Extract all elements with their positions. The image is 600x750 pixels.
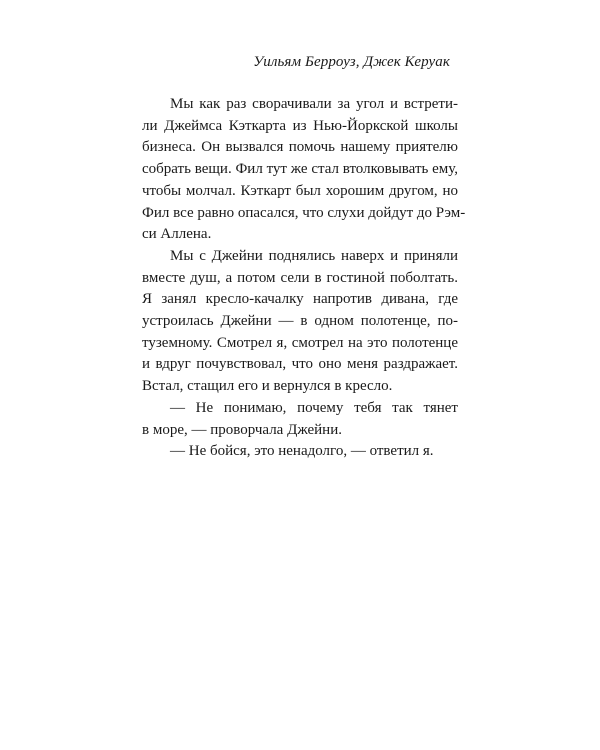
text-line: собрать вещи. Фил тут же стал втолковывать ему, [142,161,458,178]
text-line: Я занял кресло-качалку напротив дивана, где [142,291,458,308]
body-text [142,94,466,463]
text-line: — Не понимаю, почему тебя так тянет [170,399,458,416]
text-line: Мы как раз сворачивали за угол и встрети- [170,96,458,112]
text-line: устроилась Джейни — в одном полотенце, по- [142,313,458,330]
text-line: в море, — проворчала Джейни. [142,421,342,438]
text-line: и вдруг почувствовал, что оно меня раздражает. [142,356,458,373]
text-line: Фил все равно опасался, что слухи дойдут до Рэм- [142,204,466,221]
running-header: Уильям Берроуз, Джек Керуак [253,54,450,70]
text-line: ли Джеймса Кэткарта из Нью-Йоркской школы [142,117,458,134]
text-line: туземному. Смотрел я, смотрел на это полотенце [142,334,458,351]
paragraph-4 [142,441,458,463]
paragraph-1 [142,94,466,246]
text-line: си Аллена. [142,226,212,243]
text-line: бизнеса. Он вызвался помочь нашему приятелю [142,139,458,156]
paragraph-2 [142,246,458,398]
text-line: Встал, стащил его и вернулся в кресло. [142,378,393,395]
paragraph-3 [142,398,458,441]
text-line: чтобы молчал. Кэткарт был хорошим другом, но [142,182,458,199]
text-line: — Не бойся, это ненадолго, — ответил я. [170,443,434,460]
text-line: вместе душ, а потом сели в гостиной поболтать. [142,269,458,286]
text-line: Мы с Джейни поднялись наверх и приняли [170,247,458,264]
